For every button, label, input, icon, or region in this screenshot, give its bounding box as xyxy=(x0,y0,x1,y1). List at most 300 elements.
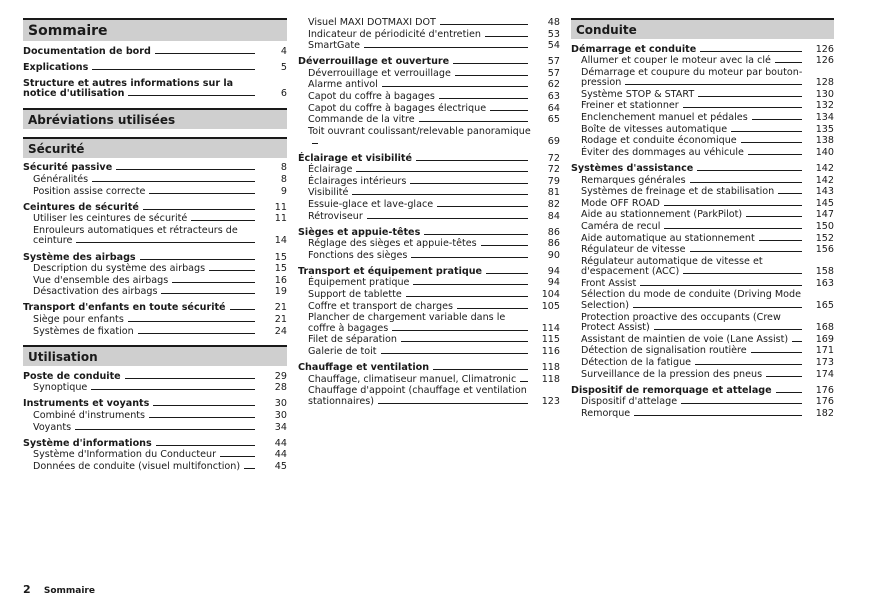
leader-line xyxy=(191,219,255,221)
toc-entry-enclenchement-manuel-et-pedales[interactable] xyxy=(571,113,834,124)
toc-entry-capot-du-coffre-a-bagages-electrique[interactable] xyxy=(298,104,560,115)
toc-entry-label: Assistant de maintien de voie (Lane Assist) xyxy=(581,333,789,345)
toc-entry-dispositif-d-attelage[interactable] xyxy=(571,397,834,408)
section-heading-conduite: Conduite xyxy=(571,18,834,39)
toc-page-number: 156 xyxy=(815,244,834,256)
leader-line xyxy=(149,416,255,418)
toc-entry-label: Galerie de toit xyxy=(308,346,377,358)
toc-entry-label: Démarrage et conduite xyxy=(571,43,697,55)
toc-entry-boite-de-vitesses-automatique[interactable] xyxy=(571,125,834,136)
toc-entry-plancher-de-chargement-variable-dans-le-[interactable] xyxy=(298,313,560,334)
page-number: 2 xyxy=(23,583,31,596)
toc-column-2 xyxy=(298,18,560,408)
leader-line xyxy=(76,241,255,243)
toc-entry-visuel-maxi-dotmaxi-dot[interactable] xyxy=(298,18,560,29)
toc-page-number: 116 xyxy=(541,346,560,358)
toc-entry-label: Boîte de vitesses automatique xyxy=(581,123,728,135)
toc-entry-utiliser-les-ceintures-de-securite[interactable] xyxy=(23,214,287,225)
toc-entry-label: Systèmes d'assistance xyxy=(571,162,694,174)
leader-line xyxy=(116,168,255,170)
toc-entry-label: Système d'informations xyxy=(23,437,152,449)
toc-entry-voyants[interactable] xyxy=(23,423,287,434)
leader-line xyxy=(424,233,528,235)
toc-page-number: 53 xyxy=(547,28,560,40)
toc-entry-label: Aide automatique au stationnement xyxy=(581,232,755,244)
toc-page-number: 84 xyxy=(547,210,560,222)
toc-entry-selection-du-mode-de-conduite-driving-mo[interactable] xyxy=(571,290,834,311)
toc-entry-chauffage-d-appoint-chauffage-et-ventila[interactable] xyxy=(298,386,560,407)
toc-entry-label: Système des airbags xyxy=(23,251,136,263)
toc-entry-label: Indicateur de périodicité d'entretien xyxy=(308,28,481,40)
toc-entry-label: Rétroviseur xyxy=(308,210,363,222)
toc-entry-label: Mode OFF ROAD xyxy=(581,197,660,209)
leader-line xyxy=(92,180,255,182)
leader-line xyxy=(759,239,802,241)
toc-entry-position-assise-correcte[interactable] xyxy=(23,187,287,198)
toc-chapter-transport-et-equipement-pratique[interactable] xyxy=(298,267,560,278)
leader-line xyxy=(439,97,528,99)
toc-page-number: 145 xyxy=(815,197,834,209)
toc-page-number: 138 xyxy=(815,135,834,147)
toc-entry-description-du-systeme-des-airbags[interactable] xyxy=(23,264,287,275)
toc-entry-label: Déverrouillage et verrouillage xyxy=(308,67,451,79)
toc-entry-surveillance-de-la-pression-des-pneus[interactable] xyxy=(571,370,834,381)
toc-entry-eclairages-interieurs[interactable] xyxy=(298,177,560,188)
leader-line xyxy=(776,391,802,393)
toc-entry-label: Coffre et transport de charges xyxy=(308,300,453,312)
toc-entry-indicateur-de-periodicite-d-entretien[interactable] xyxy=(298,30,560,41)
toc-chapter-eclairage-et-visibilite[interactable] xyxy=(298,154,560,165)
toc-entry-enrouleurs-automatiques-et-retracteurs-d[interactable] xyxy=(23,226,287,247)
leader-line xyxy=(457,307,528,309)
toc-entry-label: Siège pour enfants xyxy=(33,314,124,325)
toc-entry-label: Régulateur de vitesse xyxy=(581,244,686,256)
toc-page-number: 11 xyxy=(274,213,287,225)
toc-page-number: 143 xyxy=(815,186,834,198)
toc-entry-label: Détection de la fatigue xyxy=(581,357,692,369)
leader-line xyxy=(209,269,255,271)
toc-entry-deverrouillage-et-verrouillage[interactable] xyxy=(298,69,560,80)
toc-entry-systeme-stop-start[interactable] xyxy=(571,90,834,101)
toc-page-number: 4 xyxy=(280,45,287,57)
toc-entry-smartgate[interactable] xyxy=(298,41,560,52)
toc-entry-donnees-de-conduite-visuel-multifonction[interactable] xyxy=(23,462,287,473)
leader-line xyxy=(746,215,802,217)
toc-entry-label: SmartGate xyxy=(308,40,360,52)
toc-entry-detection-de-la-fatigue[interactable] xyxy=(571,358,834,369)
toc-page-number: 169 xyxy=(815,333,834,345)
toc-page-number: 150 xyxy=(815,220,834,232)
toc-entry-generalites[interactable] xyxy=(23,175,287,186)
toc-entry-chauffage-climatiseur-manuel-climatronic[interactable] xyxy=(298,375,560,386)
leader-line xyxy=(700,50,802,52)
toc-page-number: 126 xyxy=(815,55,834,67)
toc-chapter-systeme-des-airbags[interactable] xyxy=(23,253,287,264)
toc-entry-label: Support de tablette xyxy=(308,289,402,301)
toc-page-number: 30 xyxy=(274,398,287,410)
toc-page-number: 82 xyxy=(547,198,560,210)
toc-entry-front-assist[interactable] xyxy=(571,279,834,290)
section-heading-securite: Sécurité xyxy=(23,137,287,158)
toc-chapter-chauffage-et-ventilation[interactable] xyxy=(298,363,560,374)
toc-page-number: 34 xyxy=(274,421,287,433)
toc-page-number: 9 xyxy=(280,185,287,197)
toc-entry-label: Position assise correcte xyxy=(33,185,146,197)
leader-line xyxy=(230,308,255,310)
toc-chapter-instruments-et-voyants[interactable] xyxy=(23,399,287,410)
leader-line xyxy=(683,106,802,108)
leader-line xyxy=(697,169,802,171)
leader-line xyxy=(654,328,802,330)
toc-page-number: 72 xyxy=(547,152,560,164)
leader-line xyxy=(155,52,255,54)
toc-entry-label: Ceintures de sécurité xyxy=(23,201,139,213)
leader-line xyxy=(485,35,528,37)
toc-entry-label: Désactivation des airbags xyxy=(33,286,158,298)
toc-page-number: 174 xyxy=(815,368,834,380)
toc-page-number: 72 xyxy=(547,164,560,176)
toc-entry-label: Utiliser les ceintures de sécurité xyxy=(33,213,188,225)
toc-entry-label: Alarme antivol xyxy=(308,79,378,91)
leader-line xyxy=(367,217,528,219)
toc-entry-label: Dispositif de remorquage et attelage xyxy=(571,384,772,396)
section-heading-abreviations-utilisees: Abréviations utilisées xyxy=(23,108,287,129)
leader-line xyxy=(92,68,255,70)
leader-line xyxy=(381,352,528,354)
toc-entry-label: Système d'Information du Conducteur xyxy=(33,449,217,461)
toc-page-number: 64 xyxy=(547,102,560,114)
toc-entry-regulateur-automatique-de-vitesse-et-d-e[interactable] xyxy=(571,257,834,278)
toc-page-number: 123 xyxy=(541,395,560,407)
toc-entry-label: Visibilité xyxy=(308,187,349,199)
toc-page-number: 29 xyxy=(274,370,287,382)
toc-entry-label: Systèmes de freinage et de stabilisation xyxy=(581,186,775,198)
toc-chapter-explications[interactable] xyxy=(23,63,287,74)
toc-chapter-sieges-et-appuie-tetes[interactable] xyxy=(298,228,560,239)
toc-page-number: 176 xyxy=(815,384,834,396)
toc-entry-retroviseur[interactable] xyxy=(298,212,560,223)
toc-entry-label: Détection de signalisation routière xyxy=(581,345,747,357)
leader-line xyxy=(392,329,528,331)
toc-entry-synoptique[interactable] xyxy=(23,383,287,394)
leader-line xyxy=(640,284,802,286)
toc-entry-assistant-de-maintien-de-voie-lane-assis[interactable] xyxy=(571,335,834,346)
toc-page-number: 15 xyxy=(274,263,287,275)
leader-line xyxy=(731,130,802,132)
toc-page-number: 147 xyxy=(815,209,834,221)
leader-line xyxy=(406,295,528,297)
toc-page-number: 168 xyxy=(815,322,834,334)
toc-page-number: 63 xyxy=(547,91,560,103)
toc-page-number: 90 xyxy=(547,249,560,261)
toc-entry-label: Éclairage et visibilité xyxy=(298,152,413,164)
leader-line xyxy=(792,340,802,342)
toc-page-number: 28 xyxy=(274,382,287,394)
leader-line xyxy=(690,250,802,252)
toc-entry-label: Démarrage et coupure du moteur par bouton-pression xyxy=(581,66,803,89)
leader-line xyxy=(634,414,802,416)
toc-chapter-demarrage-et-conduite[interactable] xyxy=(571,45,834,56)
toc-entry-label: Description du système des airbags xyxy=(33,263,206,275)
toc-entry-label: Vue d'ensemble des airbags xyxy=(33,274,169,286)
toc-page-number: 44 xyxy=(274,437,287,449)
toc-entry-label: Structure et autres informations sur la notice d'utilisation xyxy=(23,77,234,100)
toc-chapter-systemes-d-assistance[interactable] xyxy=(571,164,834,175)
toc-chapter-documentation-de-bord[interactable] xyxy=(23,47,287,58)
toc-entry-visibilite[interactable] xyxy=(298,188,560,199)
toc-page-number: 176 xyxy=(815,396,834,408)
toc-entry-detection-de-signalisation-routiere[interactable] xyxy=(571,346,834,357)
leader-line xyxy=(356,170,528,172)
leader-line xyxy=(91,388,255,390)
toc-entry-demarrage-et-coupure-du-moteur-par-bouto[interactable] xyxy=(571,68,834,89)
toc-page-number: 21 xyxy=(274,314,287,325)
toc-entry-label: Protection proactive des occupants (Crew Protect Assist) xyxy=(581,311,781,334)
toc-page-number: 19 xyxy=(274,286,287,298)
toc-page-number: 65 xyxy=(547,114,560,126)
toc-entry-filet-de-separation[interactable] xyxy=(298,335,560,346)
toc-entry-label: Capot du coffre à bagages xyxy=(308,91,435,103)
toc-entry-aide-au-stationnement-parkpilot[interactable] xyxy=(571,210,834,221)
leader-line xyxy=(437,205,528,207)
toc-entry-label: Chauffage et ventilation xyxy=(298,362,430,374)
toc-page-number: 140 xyxy=(815,146,834,158)
toc-page-number: 152 xyxy=(815,232,834,244)
toc-entry-aide-automatique-au-stationnement[interactable] xyxy=(571,234,834,245)
leader-line xyxy=(220,455,255,457)
toc-chapter-dispositif-de-remorquage-et-attelage[interactable] xyxy=(571,386,834,397)
toc-entry-commande-de-la-vitre[interactable] xyxy=(298,115,560,126)
toc-page-number: 130 xyxy=(815,88,834,100)
toc-page-number: 57 xyxy=(547,56,560,68)
toc-page-number: 30 xyxy=(274,409,287,421)
toc-entry-vue-d-ensemble-des-airbags[interactable] xyxy=(23,276,287,287)
toc-column-1 xyxy=(23,18,287,472)
toc-page-number: 44 xyxy=(274,449,287,461)
toc-entry-label: Sécurité passive xyxy=(23,162,113,174)
toc-entry-essuie-glace-et-lave-glace[interactable] xyxy=(298,200,560,211)
leader-line xyxy=(172,281,255,283)
toc-entry-label: Éclairage xyxy=(308,164,353,176)
leader-line xyxy=(378,402,528,404)
toc-entry-label: Éclairages intérieurs xyxy=(308,175,407,187)
leader-line xyxy=(490,109,528,111)
leader-line xyxy=(413,283,528,285)
leader-line xyxy=(433,368,528,370)
toc-entry-label: Explications xyxy=(23,61,89,73)
leader-line xyxy=(401,340,528,342)
leader-line xyxy=(411,256,528,258)
toc-entry-label: Combiné d'instruments xyxy=(33,409,146,421)
toc-entry-alarme-antivol[interactable] xyxy=(298,80,560,91)
toc-entry-label: Système STOP & START xyxy=(581,88,695,100)
toc-entry-label: Chauffage d'appoint (chauffage et ventilation stationnaires) xyxy=(308,385,527,407)
footer-title: Sommaire xyxy=(43,586,95,596)
leader-line xyxy=(766,375,802,377)
leader-line xyxy=(140,258,255,260)
toc-entry-camera-de-recul[interactable] xyxy=(571,222,834,233)
leader-line xyxy=(312,142,318,144)
toc-page-number: 171 xyxy=(815,345,834,357)
toc-entry-label: Voyants xyxy=(33,421,72,433)
toc-entry-label: Essuie-glace et lave-glace xyxy=(308,198,434,210)
section-heading-utilisation: Utilisation xyxy=(23,345,287,366)
leader-line xyxy=(751,351,802,353)
section-heading-sommaire: Sommaire xyxy=(23,18,287,41)
toc-entry-label: Généralités xyxy=(33,173,89,185)
leader-line xyxy=(481,244,528,246)
toc-entry-eclairage[interactable] xyxy=(298,165,560,176)
toc-page-number: 81 xyxy=(547,187,560,199)
toc-entry-systemes-de-freinage-et-de-stabilisation[interactable] xyxy=(571,187,834,198)
toc-entry-galerie-de-toit[interactable] xyxy=(298,347,560,358)
toc-entry-label: Instruments et voyants xyxy=(23,398,150,410)
toc-entry-label: Remorque xyxy=(581,407,631,419)
toc-chapter-ceintures-de-securite[interactable] xyxy=(23,203,287,214)
toc-page-number: 118 xyxy=(541,362,560,374)
toc-page-number: 69 xyxy=(547,136,560,148)
toc-entry-desactivation-des-airbags[interactable] xyxy=(23,287,287,298)
leader-line xyxy=(625,83,802,85)
toc-page-number: 114 xyxy=(541,322,560,334)
leader-line xyxy=(419,120,528,122)
toc-entry-label: Synoptique xyxy=(33,382,88,394)
toc-entry-label: Fonctions des sièges xyxy=(308,249,408,261)
toc-entry-support-de-tablette[interactable] xyxy=(298,290,560,301)
leader-line xyxy=(690,181,802,183)
toc-page-number: 158 xyxy=(815,266,834,278)
leader-line xyxy=(775,61,802,63)
toc-page-number: 6 xyxy=(280,88,287,100)
toc-entry-equipement-pratique[interactable] xyxy=(298,278,560,289)
toc-entry-mode-off-road[interactable] xyxy=(571,199,834,210)
leader-line xyxy=(128,320,255,322)
toc-chapter-structure-et-autres-informations-sur-la-[interactable] xyxy=(23,79,287,100)
toc-entry-fonctions-des-sieges[interactable] xyxy=(298,251,560,262)
toc-chapter-systeme-d-informations[interactable] xyxy=(23,439,287,450)
toc-chapter-poste-de-conduite[interactable] xyxy=(23,372,287,383)
toc-entry-allumer-et-couper-le-moteur-avec-la-cle[interactable] xyxy=(571,56,834,67)
toc-entry-freiner-et-stationner[interactable] xyxy=(571,101,834,112)
page-footer xyxy=(23,583,95,596)
leader-line xyxy=(143,208,255,210)
toc-entry-systeme-d-information-du-conducteur[interactable] xyxy=(23,450,287,461)
leader-line xyxy=(633,306,802,308)
toc-page-number: 54 xyxy=(547,40,560,52)
toc-entry-label: Remarques générales xyxy=(581,174,686,186)
toc-entry-label: Surveillance de la pression des pneus xyxy=(581,368,763,380)
toc-page-number: 8 xyxy=(280,173,287,185)
toc-page-number: 163 xyxy=(815,277,834,289)
leader-line xyxy=(125,377,255,379)
leader-line xyxy=(664,227,802,229)
toc-entry-label: Aide au stationnement (ParkPilot) xyxy=(581,209,743,221)
toc-page-number: 173 xyxy=(815,357,834,369)
toc-page-number: 134 xyxy=(815,112,834,124)
toc-entry-label: Transport et équipement pratique xyxy=(298,265,483,277)
toc-page-number: 57 xyxy=(547,67,560,79)
toc-chapter-deverrouillage-et-ouverture[interactable] xyxy=(298,57,560,68)
leader-line xyxy=(695,363,802,365)
toc-entry-toit-ouvrant-coulissant-relevable-panora[interactable] xyxy=(298,127,560,148)
toc-entry-rodage-et-conduite-economique[interactable] xyxy=(571,136,834,147)
toc-page-number: 142 xyxy=(815,174,834,186)
leader-line xyxy=(455,74,528,76)
toc-page-number: 8 xyxy=(280,162,287,174)
toc-entry-label: Sièges et appuie-têtes xyxy=(298,226,421,238)
leader-line xyxy=(128,94,255,96)
toc-entry-label: Plancher de chargement variable dans le coffre à bagages xyxy=(308,312,506,334)
toc-page-number: 94 xyxy=(547,265,560,277)
toc-entry-label: Sélection du mode de conduite (Driving Mode Selection) xyxy=(581,289,801,312)
toc-entry-siege-pour-enfants[interactable] xyxy=(23,315,287,326)
leader-line xyxy=(683,272,802,274)
toc-page-number: 182 xyxy=(815,407,834,419)
leader-line xyxy=(486,272,528,274)
toc-entry-label: Données de conduite (visuel multifonction) xyxy=(33,460,241,472)
toc-entry-label: Poste de conduite xyxy=(23,370,121,382)
toc-chapter-transport-d-enfants-en-toute-securite[interactable] xyxy=(23,303,287,314)
toc-chapter-securite-passive[interactable] xyxy=(23,163,287,174)
toc-entry-protection-proactive-des-occupants-crew-[interactable] xyxy=(571,313,834,334)
toc-entry-label: Commande de la vitre xyxy=(308,114,415,126)
toc-entry-label: Rodage et conduite économique xyxy=(581,135,737,147)
toc-entry-remarques-generales[interactable] xyxy=(571,176,834,187)
toc-page-number: 21 xyxy=(274,302,287,314)
toc-entry-systemes-de-fixation[interactable] xyxy=(23,327,287,338)
leader-line xyxy=(149,192,255,194)
toc-entry-label: Éviter des dommages au véhicule xyxy=(581,146,744,158)
toc-entry-label: Documentation de bord xyxy=(23,45,151,57)
toc-entry-label: Déverrouillage et ouverture xyxy=(298,56,450,68)
toc-entry-reglage-des-sieges-et-appuie-tetes[interactable] xyxy=(298,239,560,250)
toc-entry-label: Freiner et stationner xyxy=(581,100,679,112)
toc-page-number: 45 xyxy=(274,460,287,472)
leader-line xyxy=(698,95,802,97)
toc-page-number: 86 xyxy=(547,238,560,250)
toc-page-number: 104 xyxy=(541,289,560,301)
toc-entry-label: Chauffage, climatiseur manuel, Climatronic xyxy=(308,373,517,385)
leader-line xyxy=(352,193,528,195)
toc-entry-coffre-et-transport-de-charges[interactable] xyxy=(298,302,560,313)
leader-line xyxy=(440,23,528,25)
toc-entry-label: Visuel MAXI DOTMAXI DOT xyxy=(308,17,436,28)
toc-entry-label: Équipement pratique xyxy=(308,277,410,289)
leader-line xyxy=(156,444,255,446)
toc-page-number: 5 xyxy=(280,61,287,73)
toc-entry-combine-d-instruments[interactable] xyxy=(23,411,287,422)
toc-entry-regulateur-de-vitesse[interactable] xyxy=(571,245,834,256)
toc-page-number: 142 xyxy=(815,162,834,174)
toc-page-number: 79 xyxy=(547,175,560,187)
toc-column-3 xyxy=(571,18,834,420)
toc-entry-label: Filet de séparation xyxy=(308,334,397,346)
leader-line xyxy=(138,332,255,334)
toc-entry-capot-du-coffre-a-bagages[interactable] xyxy=(298,92,560,103)
toc-entry-eviter-des-dommages-au-vehicule[interactable] xyxy=(571,148,834,159)
leader-line xyxy=(748,153,802,155)
toc-entry-remorque[interactable] xyxy=(571,409,834,420)
toc-page-number: 126 xyxy=(815,43,834,55)
toc-page-number: 132 xyxy=(815,100,834,112)
toc-entry-label: Systèmes de fixation xyxy=(33,325,134,337)
toc-entry-label: Allumer et couper le moteur avec la clé xyxy=(581,55,771,67)
leader-line xyxy=(664,204,802,206)
leader-line xyxy=(453,62,528,64)
leader-line xyxy=(364,46,528,48)
toc-entry-label: Régulateur automatique de vitesse et d'espacement (ACC) xyxy=(581,255,763,278)
toc-entry-label: Toit ouvrant coulissant/relevable panoramique xyxy=(308,125,531,137)
